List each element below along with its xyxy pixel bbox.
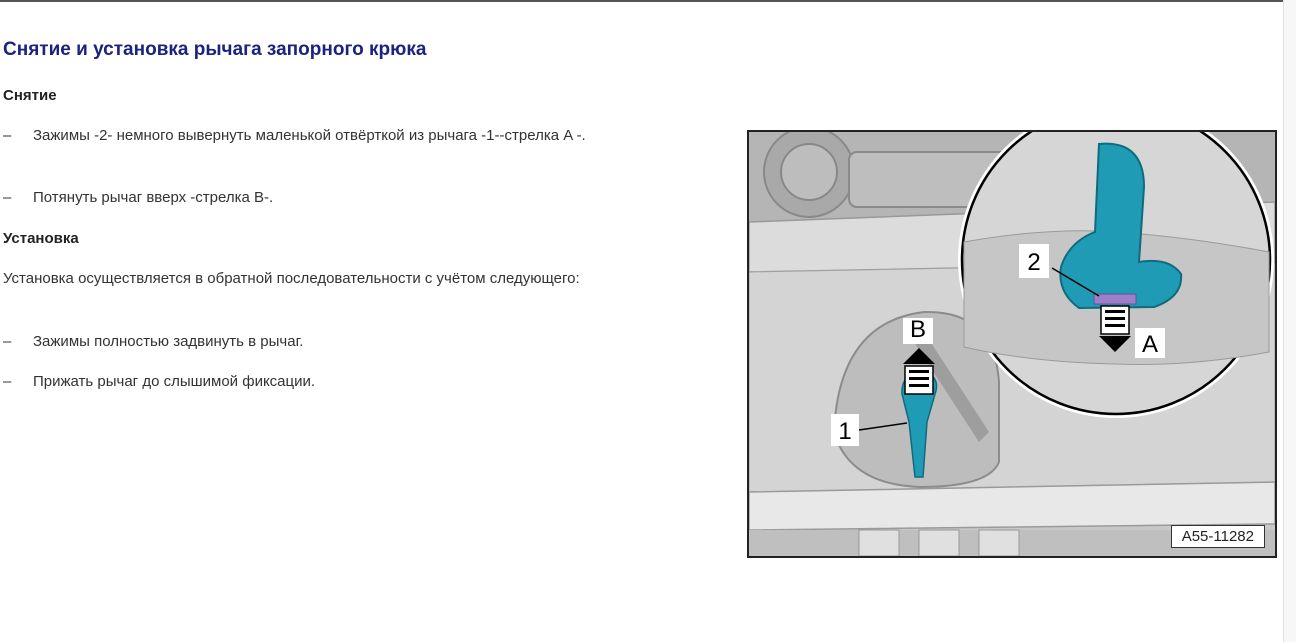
illustration-drawing xyxy=(749,132,1275,556)
scrollbar-track[interactable] xyxy=(1283,0,1296,642)
installation-step-1 xyxy=(3,333,733,351)
engine-component xyxy=(781,144,837,200)
arrow-a-stripe xyxy=(1105,324,1125,327)
list-dash: – xyxy=(3,127,12,144)
page-title: Снятие и установка рычага запорного крюка xyxy=(3,39,427,60)
arrow-a-stripe xyxy=(1105,317,1125,320)
top-divider xyxy=(0,0,1283,2)
hood-latch-illustration xyxy=(747,130,1277,558)
grille-slat xyxy=(859,530,899,556)
label-1: 1 xyxy=(838,418,852,445)
step-text: Потянуть рычаг вверх -стрелка B-. xyxy=(33,189,274,206)
removal-step-2 xyxy=(3,189,733,207)
installation-step-2 xyxy=(3,373,733,391)
step-text: Зажимы полностью задвинуть в рычаг. xyxy=(33,333,304,350)
step-text: Зажимы -2- немного вывернуть маленькой отвёрткой из рычага -1--стрелка A -. xyxy=(33,127,586,144)
label-a: A xyxy=(1141,331,1159,358)
list-dash: – xyxy=(3,189,12,206)
grille-slat xyxy=(979,530,1019,556)
figure-reference-code: A55-11282 xyxy=(1171,525,1265,548)
removal-step-1 xyxy=(3,127,733,145)
label-b: B xyxy=(909,316,927,343)
clip-part-2 xyxy=(1094,294,1136,304)
list-dash: – xyxy=(3,373,12,390)
arrow-b-stripe xyxy=(909,377,929,380)
list-dash: – xyxy=(3,333,12,350)
arrow-a-stripe xyxy=(1105,310,1125,313)
step-text: Прижать рычаг до слышимой фиксации. xyxy=(33,373,316,390)
removal-heading: Снятие xyxy=(3,87,57,104)
installation-heading: Установка xyxy=(3,230,79,247)
arrow-b-stripe xyxy=(909,384,929,387)
installation-paragraph: Установка осуществляется в обратной последовательности с учётом следующего: xyxy=(3,270,580,287)
label-2: 2 xyxy=(1027,249,1041,276)
grille-slat xyxy=(919,530,959,556)
arrow-b-stripe xyxy=(909,370,929,373)
